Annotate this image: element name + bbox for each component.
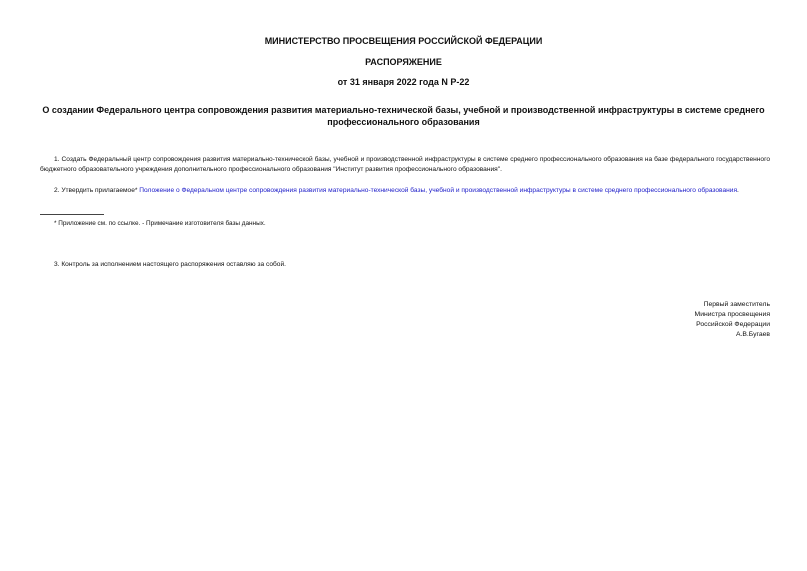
paragraph-1: 1. Создать Федеральный центр сопровождения развития материально-технической базы, учебной и производственной инфраструктуры в системе среднего профессионального образования на базе федерального государственного бюджетного образовательного учреждения дополнительного профессионального образования "Институт развития профессионального образования". bbox=[40, 156, 770, 173]
document-type: РАСПОРЯЖЕНИЕ bbox=[365, 57, 442, 67]
footnote: * Приложение см. по ссылке. - Примечание изготовителя базы данных. bbox=[54, 220, 266, 227]
paragraph-2-suffix: . bbox=[737, 187, 739, 194]
regulation-link[interactable]: Положение о Федеральном центре сопровождения развития материально-технической базы, учебной и производственной инфраструктуры в системе среднего профессионального образования bbox=[139, 187, 738, 194]
document-title: О создании Федерального центра сопровождения развития материально-технической базы, учебной и производственной инфраструктуры в системе среднего профессионального образования bbox=[42, 105, 765, 127]
signature-position-line-2: Министра просвещения bbox=[694, 311, 770, 318]
signature-block bbox=[695, 300, 770, 340]
signature-position-line-3: Российской Федерации bbox=[696, 321, 770, 328]
paragraph-2-prefix: 2. Утвердить прилагаемое* bbox=[54, 187, 140, 194]
paragraph-3: 3. Контроль за исполнением настоящего распоряжения оставляю за собой. bbox=[54, 261, 286, 268]
signature-name: А.В.Бугаев bbox=[735, 331, 770, 338]
signature-position-line-1: Первый заместитель bbox=[703, 301, 770, 308]
paragraph-2 bbox=[40, 186, 770, 196]
document-date-number: от 31 января 2022 года N Р-22 bbox=[337, 77, 470, 87]
ministry-name: МИНИСТЕРСТВО ПРОСВЕЩЕНИЯ РОССИЙСКОЙ ФЕДЕРАЦИИ bbox=[264, 36, 543, 46]
footnote-divider bbox=[40, 214, 104, 215]
